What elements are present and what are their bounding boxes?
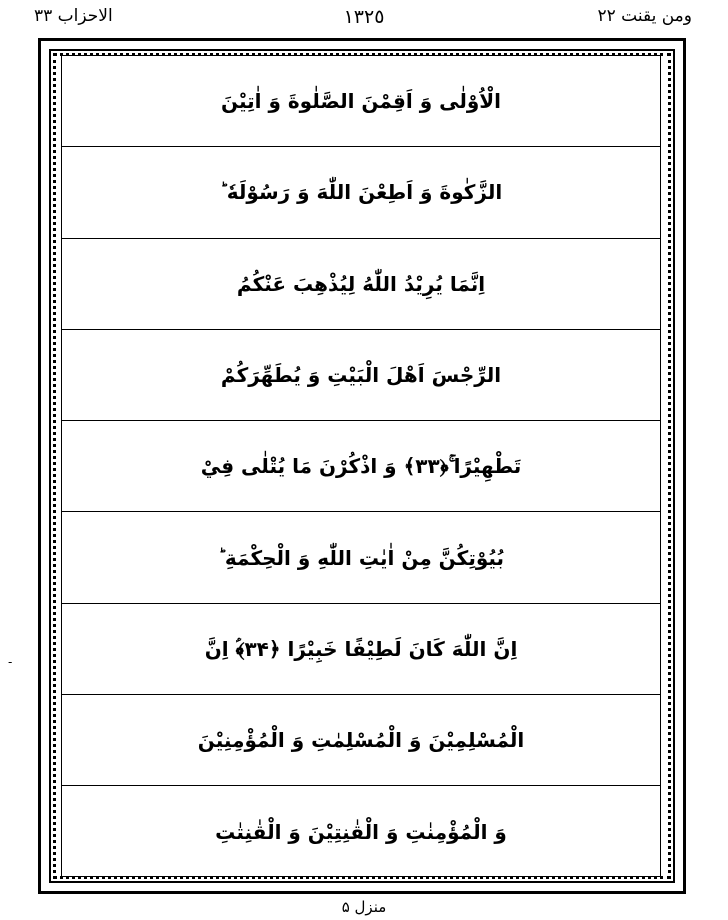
manzil-footer: منزل ۵ — [341, 898, 387, 916]
verse-line-6: بُيُوْتِكُنَّ مِنْ اٰيٰتِ اللّٰهِ وَ الْحِكْمَةِ ؕ — [62, 512, 660, 603]
juz-name-header: ومن يقنت ٢٢ — [597, 6, 692, 26]
verse-line-4: الرِّجْسَ اَهْلَ الْبَيْتِ وَ يُطَهِّرَكُمْ — [62, 330, 660, 421]
verse-line-3: اِنَّمَا يُرِيْدُ اللّٰهُ لِيُذْهِبَ عَنْكُمُ — [62, 239, 660, 330]
verse-line-5: تَطْهِيْرًا ۚ﴿۳۳﴾ وَ اذْكُرْنَ مَا يُتْلٰى فِيْ — [62, 421, 660, 512]
verse-line-2: الزَّكٰوةَ وَ اَطِعْنَ اللّٰهَ وَ رَسُوْلَهٗ ؕ — [62, 147, 660, 238]
page-number: ١٣٢٥ — [343, 6, 385, 28]
page-frame — [38, 38, 686, 894]
verse-line-9: وَ الْمُؤْمِنٰتِ وَ الْقٰنِتِيْنَ وَ الْقٰنِتٰتِ — [215, 820, 507, 845]
verse-line-7: اِنَّ اللّٰهَ كَانَ لَطِيْفًا خَبِيْرًا ﴿۳۴﴾ؑ اِنَّ — [62, 604, 660, 695]
verse-line-1: الْاُوْلٰى وَ اَقِمْنَ الصَّلٰوةَ وَ اٰتِيْنَ — [62, 56, 660, 147]
page-header — [0, 0, 728, 36]
verse-line-8: الْمُسْلِمِيْنَ وَ الْمُسْلِمٰتِ وَ الْمُؤْمِنِيْنَ — [62, 695, 660, 786]
verse-text-area — [61, 55, 661, 877]
surah-name-header: الاحزاب ٣٣ — [34, 6, 113, 26]
margin-mark: - — [8, 655, 13, 669]
